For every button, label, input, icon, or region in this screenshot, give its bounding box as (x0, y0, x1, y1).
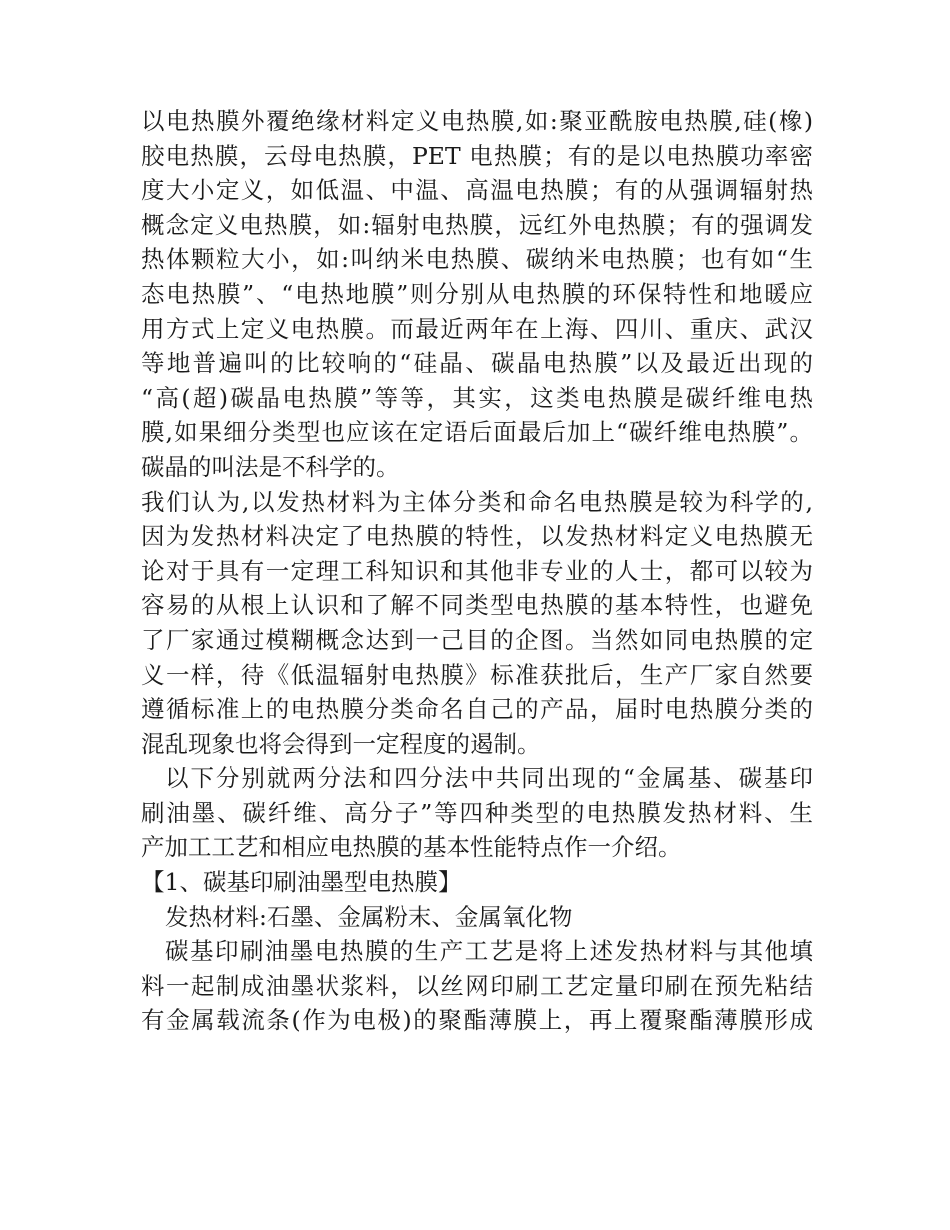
document-body (141, 104, 813, 1038)
text-line: 用方式上定义电热膜。而最近两年在上海、四川、重庆、武汉 (141, 314, 813, 343)
text-line: 有金属载流条(作为电极)的聚酯薄膜上，再上覆聚酯薄膜形成 (141, 1006, 813, 1035)
text-line: 遵循标准上的电热膜分类命名自己的产品，届时电热膜分类的 (141, 695, 813, 724)
paragraph-introduction (141, 761, 813, 865)
text-line: 热体颗粒大小，如:叫纳米电热膜、碳纳米电热膜；也有如“生 (141, 245, 813, 274)
text-line: 度大小定义，如低温、中温、高温电热膜；有的从强调辐射热 (141, 176, 813, 205)
text-line: 概念定义电热膜，如:辐射电热膜，远红外电热膜；有的强调发 (141, 210, 813, 239)
text-line: 我们认为,以发热材料为主体分类和命名电热膜是较为科学的, (141, 487, 813, 516)
text-line: 胶电热膜，云母电热膜，PET 电热膜；有的是以电热膜功率密 (141, 141, 813, 170)
text-line: 碳基印刷油墨电热膜的生产工艺是将上述发热材料与其他填 (165, 937, 813, 966)
paragraph-classification-opinion (141, 485, 813, 762)
text-line: 义一样，待《低温辐射电热膜》标准获批后，生产厂家自然要 (141, 660, 813, 689)
text-line: 以下分别就两分法和四分法中共同出现的“金属基、碳基印 (165, 764, 813, 793)
text-line: 了厂家通过模糊概念达到一己目的企图。当然如同电热膜的定 (141, 625, 813, 654)
text-line: 因为发热材料决定了电热膜的特性，以发热材料定义电热膜无 (141, 522, 813, 551)
text-line: 容易的从根上认识和了解不同类型电热膜的基本特性，也避免 (141, 591, 813, 620)
text-line: 刷油墨、碳纤维、高分子”等四种类型的电热膜发热材料、生 (141, 798, 813, 827)
heating-material-line: 发热材料:石墨、金属粉末、金属氧化物 (165, 902, 573, 931)
text-line: 料一起制成油墨状浆料，以丝网印刷工艺定量印刷在预先粘结 (141, 971, 813, 1000)
text-line: 膜,如果细分类型也应该在定语后面最后加上“碳纤维电热膜”。 (141, 418, 813, 447)
text-line: “高(超)碳晶电热膜”等等，其实，这类电热膜是碳纤维电热 (141, 383, 813, 412)
paragraph-production-process (141, 934, 813, 1038)
section-heading: 【1、碳基印刷油墨型电热膜】 (141, 868, 462, 897)
text-line: 论对于具有一定理工科知识和其他非专业的人士，都可以较为 (141, 556, 813, 585)
text-line: 以电热膜外覆绝缘材料定义电热膜,如:聚亚酰胺电热膜,硅(橡) (141, 107, 813, 135)
paragraph-outer-material-definitions (141, 104, 813, 485)
text-line: 碳晶的叫法是不科学的。 (141, 452, 400, 481)
text-line: 等地普遍叫的比较响的“硅晶、碳晶电热膜”以及最近出现的 (141, 349, 813, 378)
text-line: 混乱现象也将会得到一定程度的遏制。 (141, 729, 541, 758)
text-line: 产加工工艺和相应电热膜的基本性能特点作一介绍。 (141, 833, 682, 862)
text-line: 态电热膜”、“电热地膜”则分别从电热膜的环保特性和地暖应 (141, 279, 813, 308)
